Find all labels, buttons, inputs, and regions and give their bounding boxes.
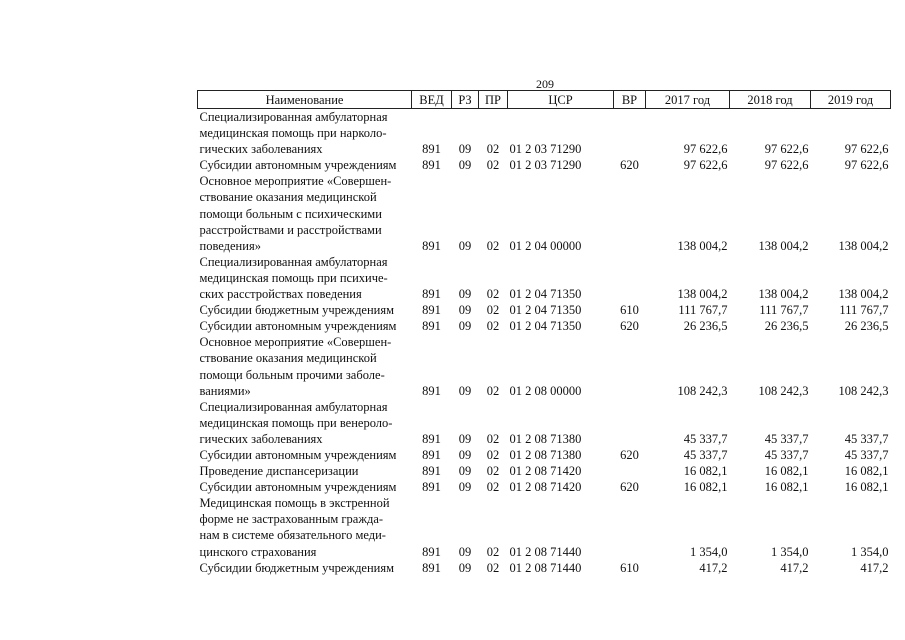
- cell-name: Субсидии бюджетным учреждениям: [199, 303, 395, 318]
- cell-y2018: 97 622,6: [764, 158, 809, 173]
- cell-y2019: 1 354,0: [851, 544, 889, 559]
- cell-csr: 01 2 04 71350: [509, 319, 582, 334]
- table-header: [198, 91, 891, 109]
- cell-y2019: 16 082,1: [844, 464, 889, 479]
- cell-vr: 620: [620, 158, 639, 173]
- cell-pr: 02: [486, 464, 500, 479]
- cell-y2019: 111 767,7: [839, 303, 889, 318]
- cell-y2019: 45 337,7: [844, 447, 889, 462]
- cell-y2018: 417,2: [780, 560, 809, 575]
- cell-y2018: 45 337,7: [764, 431, 809, 446]
- cell-y2018: 16 082,1: [764, 464, 809, 479]
- header-2017: 2017 год: [646, 91, 730, 109]
- cell-csr: 01 2 08 00000: [509, 383, 582, 398]
- page-number: 209: [536, 77, 554, 91]
- cell-ved: 891: [422, 238, 441, 253]
- cell-y2019: 16 082,1: [844, 480, 889, 495]
- cell-csr: 01 2 08 71420: [509, 480, 582, 495]
- cell-y2017: 16 082,1: [683, 480, 728, 495]
- cell-vr: 620: [620, 319, 639, 334]
- cell-y2018: 111 767,7: [759, 303, 809, 318]
- cell-pr: 02: [486, 560, 500, 575]
- cell-pr: 02: [486, 238, 500, 253]
- cell-pr: 02: [486, 383, 500, 398]
- header-vr: ВР: [614, 91, 646, 109]
- cell-csr: 01 2 03 71290: [509, 142, 582, 157]
- cell-rz: 09: [458, 238, 472, 253]
- cell-rz: 09: [458, 287, 472, 302]
- table-body: [198, 109, 891, 576]
- cell-y2019: 97 622,6: [844, 158, 889, 173]
- cell-rz: 09: [458, 464, 472, 479]
- cell-y2018: 26 236,5: [764, 319, 809, 334]
- cell-csr: 01 2 08 71380: [509, 447, 582, 462]
- cell-y2017: 108 242,3: [677, 383, 728, 398]
- table-row: [198, 334, 891, 398]
- cell-y2017: 417,2: [699, 560, 728, 575]
- cell-vr: [614, 109, 646, 158]
- cell-name: Субсидии бюджетным учреждениям: [199, 560, 395, 575]
- cell-name: Основное мероприятие «Совершен- ствование оказания медицинской помощи больным прочими заболе- ваниями»: [199, 335, 392, 398]
- cell-vr: [614, 254, 646, 302]
- cell-name: Специализированная амбулаторная медицинская помощь при венероло- гических заболеваниях: [199, 399, 393, 446]
- cell-csr: 01 2 08 71440: [509, 560, 582, 575]
- cell-y2019: 138 004,2: [838, 287, 889, 302]
- header-2018: 2018 год: [730, 91, 811, 109]
- cell-y2017: 1 354,0: [690, 544, 728, 559]
- cell-name: Субсидии автономным учреждениям: [199, 158, 397, 173]
- cell-y2019: 417,2: [860, 560, 889, 575]
- cell-rz: 09: [458, 480, 472, 495]
- table-row: [198, 173, 891, 253]
- cell-y2017: 45 337,7: [683, 431, 728, 446]
- header-name: Наименование: [198, 91, 412, 109]
- cell-csr: 01 2 04 71350: [509, 287, 582, 302]
- table-row: [198, 109, 891, 158]
- cell-y2017: 26 236,5: [683, 319, 728, 334]
- cell-pr: 02: [486, 158, 500, 173]
- cell-name: Основное мероприятие «Совершен- ствование оказания медицинской помощи больным с психическими расстройствами и расстройствами поведения»: [199, 174, 392, 253]
- cell-rz: 09: [458, 142, 472, 157]
- cell-pr: 02: [486, 431, 500, 446]
- cell-rz: 09: [458, 560, 472, 575]
- table-row: [198, 560, 891, 576]
- cell-csr: 01 2 08 71380: [509, 431, 582, 446]
- cell-csr: 01 2 08 71420: [509, 464, 582, 479]
- cell-csr: 01 2 04 00000: [509, 238, 582, 253]
- cell-rz: 09: [458, 383, 472, 398]
- cell-pr: 02: [486, 303, 500, 318]
- cell-csr: 01 2 04 71350: [509, 303, 582, 318]
- cell-y2018: 138 004,2: [758, 287, 809, 302]
- table-row: [198, 254, 891, 302]
- cell-ved: 891: [422, 447, 441, 462]
- cell-ved: 891: [422, 544, 441, 559]
- cell-y2018: 45 337,7: [764, 447, 809, 462]
- cell-rz: 09: [458, 303, 472, 318]
- cell-ved: 891: [422, 383, 441, 398]
- header-pr: ПР: [479, 91, 508, 109]
- cell-vr: 620: [620, 447, 639, 462]
- cell-y2019: 26 236,5: [844, 319, 889, 334]
- header-ved: ВЕД: [412, 91, 452, 109]
- cell-ved: 891: [422, 303, 441, 318]
- cell-ved: 891: [422, 480, 441, 495]
- cell-y2017: 16 082,1: [683, 464, 728, 479]
- table-row: [198, 495, 891, 559]
- cell-pr: 02: [486, 480, 500, 495]
- cell-pr: 02: [486, 287, 500, 302]
- cell-vr: [614, 399, 646, 447]
- table-row: [198, 157, 891, 173]
- header-rz: РЗ: [452, 91, 479, 109]
- cell-vr: 620: [620, 480, 639, 495]
- cell-y2018: 138 004,2: [758, 238, 809, 253]
- cell-csr: 01 2 08 71440: [509, 544, 582, 559]
- cell-name: Субсидии автономным учреждениям: [199, 447, 397, 462]
- table-row: [198, 302, 891, 318]
- cell-pr: 02: [486, 447, 500, 462]
- cell-ved: 891: [422, 464, 441, 479]
- cell-name: Проведение диспансеризации: [199, 464, 359, 479]
- cell-pr: 02: [486, 142, 500, 157]
- cell-y2017: 45 337,7: [683, 447, 728, 462]
- cell-rz: 09: [458, 319, 472, 334]
- cell-rz: 09: [458, 544, 472, 559]
- cell-ved: 891: [422, 319, 441, 334]
- cell-y2017: 97 622,6: [683, 142, 728, 157]
- cell-rz: 09: [458, 447, 472, 462]
- cell-name: Медицинская помощь в экстренной форме не застрахованным гражда- нам в системе обязательного меди- цинского страхования: [199, 496, 390, 559]
- cell-vr: [614, 495, 646, 559]
- table-row: [198, 318, 891, 334]
- cell-name: Субсидии автономным учреждениям: [199, 480, 397, 495]
- cell-y2019: 138 004,2: [838, 238, 889, 253]
- cell-ved: 891: [422, 287, 441, 302]
- table-row: [198, 463, 891, 479]
- cell-name: Специализированная амбулаторная медицинская помощь при психиче- ских расстройствах поведения: [199, 254, 388, 302]
- cell-y2017: 111 767,7: [678, 303, 728, 318]
- cell-y2017: 97 622,6: [683, 158, 728, 173]
- cell-vr: [614, 173, 646, 253]
- cell-y2018: 16 082,1: [764, 480, 809, 495]
- cell-name: Специализированная амбулаторная медицинская помощь при нарколо- гических заболеваниях: [199, 110, 388, 157]
- table-row: [198, 447, 891, 463]
- cell-ved: 891: [422, 431, 441, 446]
- cell-ved: 891: [422, 142, 441, 157]
- cell-vr: [614, 463, 646, 479]
- header-2019: 2019 год: [811, 91, 891, 109]
- cell-y2018: 1 354,0: [771, 544, 809, 559]
- cell-rz: 09: [458, 158, 472, 173]
- cell-pr: 02: [486, 544, 500, 559]
- cell-ved: 891: [422, 560, 441, 575]
- header-csr: ЦСР: [508, 91, 614, 109]
- cell-y2018: 108 242,3: [758, 383, 809, 398]
- cell-vr: 610: [620, 303, 639, 318]
- cell-csr: 01 2 03 71290: [509, 158, 582, 173]
- cell-y2017: 138 004,2: [677, 238, 728, 253]
- cell-vr: 610: [620, 560, 639, 575]
- cell-y2018: 97 622,6: [764, 142, 809, 157]
- cell-name: Субсидии автономным учреждениям: [199, 319, 397, 334]
- cell-rz: 09: [458, 431, 472, 446]
- cell-y2019: 97 622,6: [844, 142, 889, 157]
- cell-vr: [614, 334, 646, 398]
- cell-pr: 02: [486, 319, 500, 334]
- cell-y2019: 108 242,3: [838, 383, 889, 398]
- cell-y2017: 138 004,2: [677, 287, 728, 302]
- table-row: [198, 399, 891, 447]
- table-row: [198, 479, 891, 495]
- budget-table: [197, 90, 891, 576]
- cell-ved: 891: [422, 158, 441, 173]
- cell-y2019: 45 337,7: [844, 431, 889, 446]
